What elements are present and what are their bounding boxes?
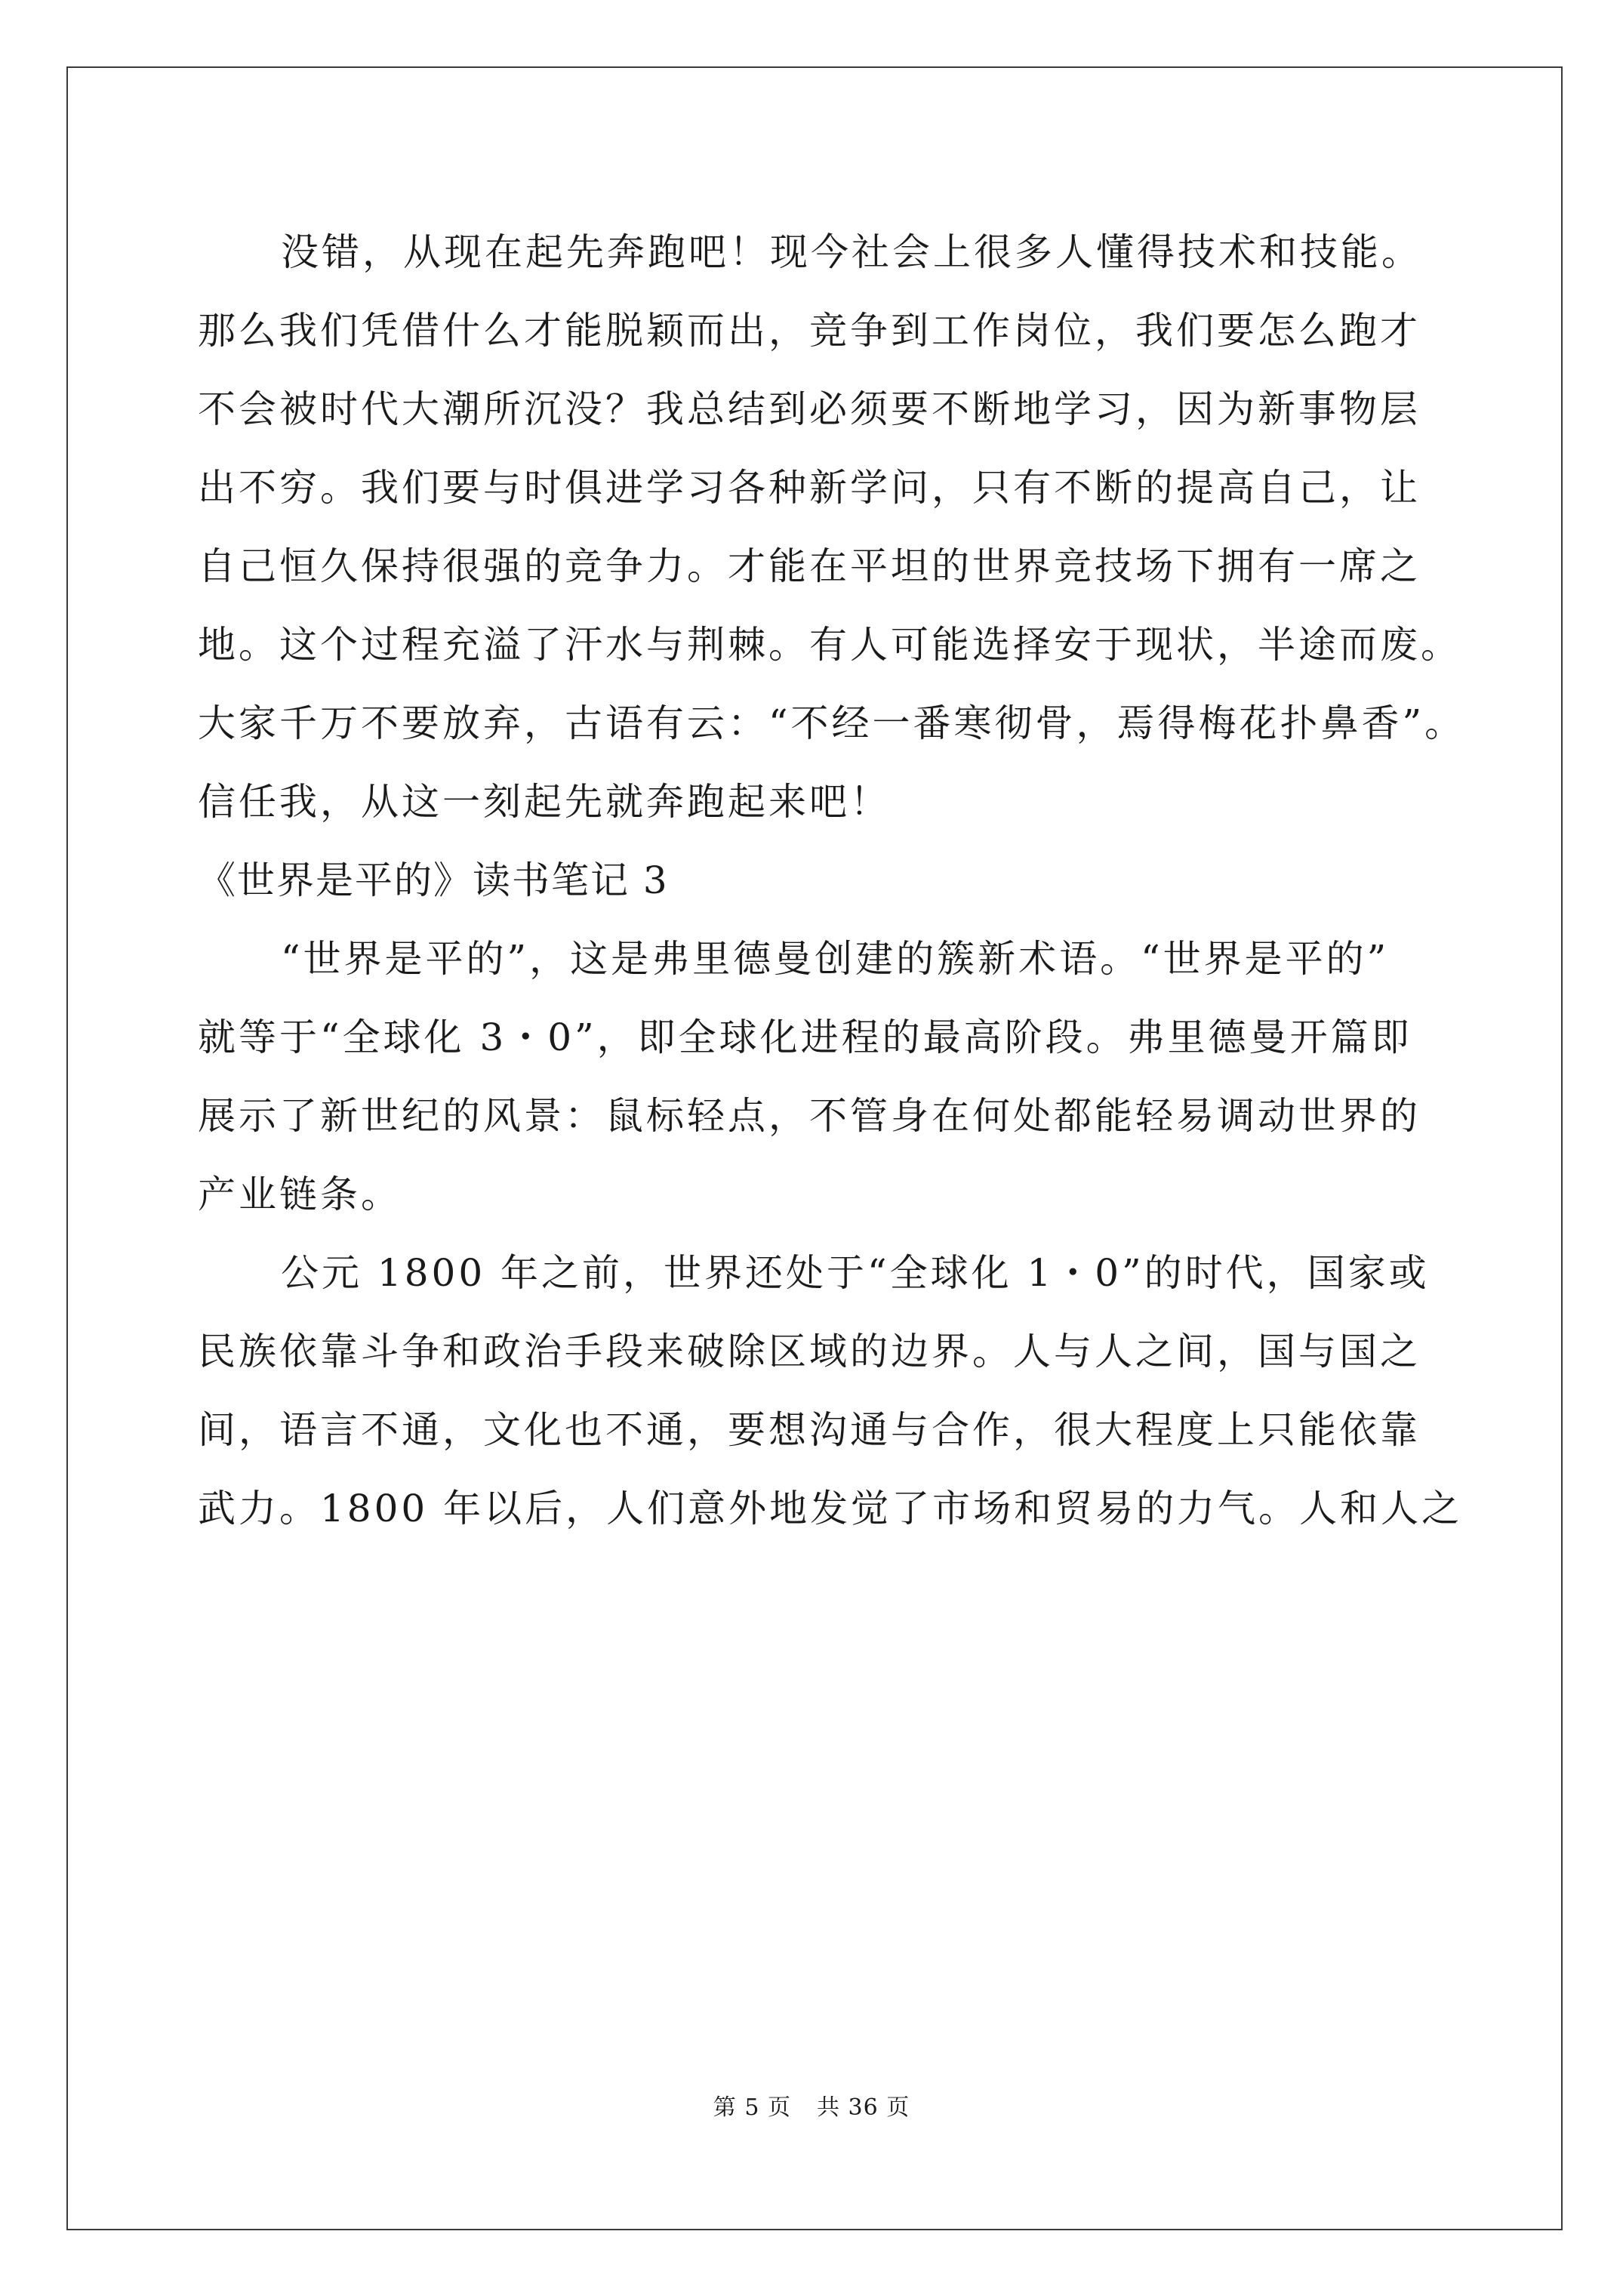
text-line: 没错，从现在起先奔跑吧！现今社会上很多人懂得技术和技能。 bbox=[281, 230, 1422, 274]
page-footer bbox=[0, 2094, 1623, 2122]
text-line: “世界是平的”，这是弗里德曼创建的簇新术语。“世界是平的” bbox=[281, 937, 1390, 981]
text-line: 地。这个过程充溢了汗水与荆棘。有人可能选择安于现状，半途而废。 bbox=[198, 623, 1461, 667]
text-line: 间，语言不通，文化也不通，要想沟通与合作，很大程度上只能依靠 bbox=[198, 1408, 1421, 1452]
text-line: 民族依靠斗争和政治手段来破除区域的边界。人与人之间，国与国之 bbox=[198, 1330, 1421, 1373]
text-line: 就等于“全球化 3・0”，即全球化进程的最高阶段。弗里德曼开篇即 bbox=[198, 1015, 1412, 1059]
text-line: 大家千万不要放弃，古语有云：“不经一番寒彻骨，焉得梅花扑鼻香”。 bbox=[198, 701, 1466, 745]
page-number: 第 5 页 bbox=[713, 2094, 791, 2121]
text-line: 展示了新世纪的风景：鼠标轻点，不管身在何处都能轻易调动世界的 bbox=[198, 1094, 1421, 1138]
text-line: 武力。1800 年以后，人们意外地发觉了市场和贸易的力气。人和人之 bbox=[198, 1487, 1463, 1530]
text-line: 自己恒久保持很强的竞争力。才能在平坦的世界竞技场下拥有一席之 bbox=[198, 544, 1421, 588]
text-line: 那么我们凭借什么才能脱颖而出，竞争到工作岗位，我们要怎么跑才 bbox=[198, 309, 1421, 353]
text-line: 信任我，从这一刻起先就奔跑起来吧！ bbox=[198, 780, 891, 824]
text-line: 出不穷。我们要与时俱进学习各种新学问，只有不断的提高自己，让 bbox=[198, 466, 1421, 510]
text-line: 产业链条。 bbox=[198, 1173, 402, 1216]
page-total: 共 36 页 bbox=[816, 2094, 910, 2121]
section-heading: 《世界是平的》读书笔记 3 bbox=[198, 858, 669, 902]
text-line: 不会被时代大潮所沉没？我总结到必须要不断地学习，因为新事物层 bbox=[198, 387, 1421, 431]
text-line: 公元 1800 年之前，世界还处于“全球化 1・0”的时代，国家或 bbox=[281, 1251, 1430, 1295]
